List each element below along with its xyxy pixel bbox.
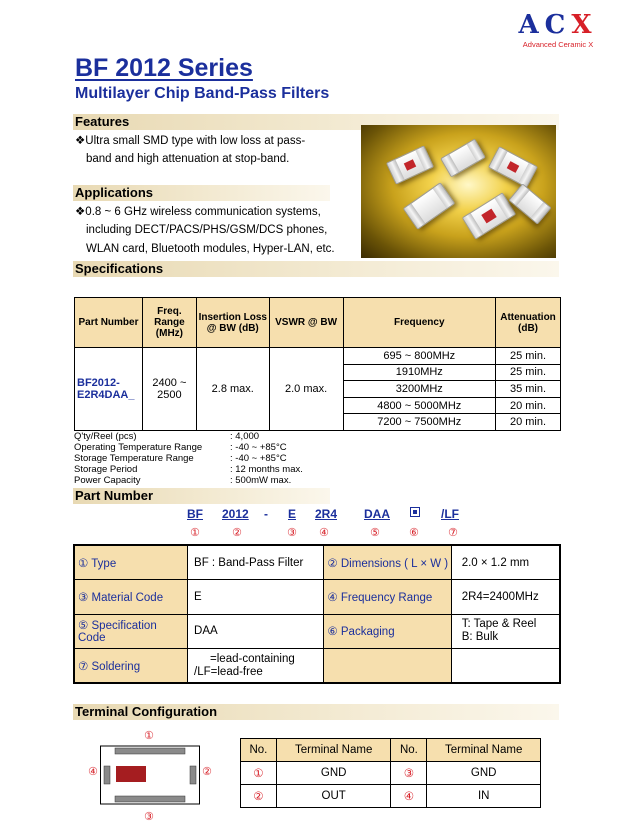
extra-spec-value: : 4,000 (230, 431, 260, 442)
attenuation-frequency: 3200MHz (343, 381, 496, 398)
product-photo (361, 125, 556, 258)
attenuation-value: 20 min. (496, 414, 561, 431)
spec-part-number: BF2012-E2R4DAA_ (75, 348, 143, 431)
header-vswr: VSWR @ BW (269, 298, 343, 348)
chip-image (508, 183, 551, 224)
specifications-table (74, 297, 561, 431)
pn-circle-5: ⑤ (370, 527, 380, 539)
code-value-material: E (188, 580, 324, 615)
spec-insertion-loss: 2.8 max. (196, 348, 269, 431)
pn-segment-soldering: /LF (441, 507, 459, 521)
code-label-dimensions: ② Dimensions ( L × W ) (324, 545, 451, 580)
extra-spec-key: Operating Temperature Range (74, 442, 203, 453)
spec-freq-range: 2400 ~ 2500 (142, 348, 196, 431)
attenuation-frequency: 695 ~ 800MHz (343, 348, 496, 365)
extra-spec-key: Q'ty/Reel (pcs) (74, 431, 137, 442)
code-empty-cell (324, 649, 451, 684)
part-number-codes-table (73, 544, 561, 684)
code-value-spec-code: DAA (188, 614, 324, 649)
chip-image (488, 146, 538, 188)
attenuation-value: 35 min. (496, 381, 561, 398)
code-value-soldering (188, 649, 324, 684)
logo-x: X (571, 10, 598, 40)
applications-heading: Applications (75, 185, 154, 200)
code-empty-cell (451, 649, 560, 684)
terminal-name: OUT (276, 785, 391, 808)
header-attenuation: Attenuation (dB) (496, 298, 561, 348)
terminal-header-name: Terminal Name (427, 739, 541, 762)
terminal-header-no: No. (391, 739, 427, 762)
code-label-material: ③ Material Code (74, 580, 188, 615)
specifications-heading: Specifications (75, 261, 164, 276)
terminal-no: ① (241, 762, 277, 785)
terminal-name: IN (427, 785, 541, 808)
attenuation-frequency: 4800 ~ 5000MHz (343, 397, 496, 414)
pn-circle-7: ⑦ (448, 527, 458, 539)
extra-specs (74, 431, 303, 486)
extra-spec-value: : -40 ~ +85°C (230, 453, 287, 464)
header-frequency: Frequency (343, 298, 496, 348)
company-logo (508, 10, 608, 52)
packaging-option-bulk: B: Bulk (461, 631, 499, 644)
header-freq-range: Freq. Range (MHz) (142, 298, 196, 348)
features-line-2: band and high attenuation at stop-band. (86, 153, 290, 165)
extra-spec-value: : -40 ~ +85°C (230, 442, 287, 453)
terminal-label-bottom: ③ (144, 811, 154, 823)
features-heading: Features (75, 114, 130, 129)
chip-image (440, 138, 486, 177)
applications-line-2: including DECT/PACS/PHS/GSM/DCS phones, (86, 224, 328, 236)
terminal-no: ③ (391, 762, 427, 785)
code-label-spec-code: ⑤ Specification Code (74, 614, 188, 649)
attenuation-value: 20 min. (496, 397, 561, 414)
terminal-header-no: No. (241, 739, 277, 762)
pn-segment-spec-code: DAA (364, 507, 390, 521)
features-line-1: ❖Ultra small SMD type with low loss at pass- (75, 135, 306, 147)
terminal-label-top: ① (144, 730, 154, 742)
code-value-frequency-range: 2R4=2400MHz (451, 580, 560, 615)
pn-segment-packaging-box (410, 507, 420, 517)
chip-image (386, 145, 434, 185)
pn-segment-frequency: 2R4 (315, 507, 338, 521)
pn-circle-4: ④ (319, 527, 329, 539)
attenuation-frequency: 1910MHz (343, 364, 496, 381)
attenuation-value: 25 min. (496, 364, 561, 381)
pn-segment-dash: - (264, 507, 268, 521)
applications-heading-bar (73, 185, 330, 201)
pn-segment-type: BF (187, 507, 203, 521)
logo-text: AC (518, 10, 572, 40)
chip-image (403, 182, 456, 230)
code-value-dimensions: 2.0 × 1.2 mm (451, 545, 560, 580)
header-insertion-loss: Insertion Loss @ BW (dB) (196, 298, 269, 348)
soldering-option-lead-free: /LF=lead-free (194, 665, 263, 678)
code-label-frequency-range: ④ Frequency Range (324, 580, 451, 615)
attenuation-value: 25 min. (496, 348, 561, 365)
terminal-heading-bar (73, 704, 559, 720)
terminal-label-left: ④ (88, 766, 98, 778)
terminal-no: ④ (391, 785, 427, 808)
terminal-label-right: ② (202, 766, 212, 778)
applications-line-1: ❖0.8 ~ 6 GHz wireless communication systems, (75, 206, 321, 218)
chip-outline (100, 742, 200, 808)
code-value-packaging (451, 614, 560, 649)
extra-spec-value: : 500mW max. (230, 475, 292, 486)
pn-circle-3: ③ (287, 527, 297, 539)
code-label-packaging: ⑥ Packaging (324, 614, 451, 649)
applications-line-3: WLAN card, Bluetooth modules, Hyper-LAN, etc. (86, 243, 335, 255)
extra-spec-key: Storage Temperature Range (74, 453, 194, 464)
extra-spec-key: Power Capacity (74, 475, 141, 486)
part-number-heading: Part Number (75, 488, 154, 503)
pn-circle-6: ⑥ (409, 527, 419, 539)
specifications-heading-bar (73, 261, 559, 277)
extra-spec-value: : 12 months max. (230, 464, 303, 475)
pn-circle-1: ① (190, 527, 200, 539)
pn-circle-2: ② (232, 527, 242, 539)
pn-segment-material: E (288, 507, 297, 521)
terminal-no: ② (241, 785, 277, 808)
terminal-name: GND (276, 762, 391, 785)
code-value-type: BF : Band-Pass Filter (188, 545, 324, 580)
logo-tagline: Advanced Ceramic X (522, 40, 594, 49)
spec-vswr: 2.0 max. (269, 348, 343, 431)
code-label-type: ① Type (74, 545, 188, 580)
pn-segment-dimensions: 2012 (222, 507, 249, 521)
packaging-option-tape: T: Tape & Reel (461, 618, 537, 631)
code-label-soldering: ⑦ Soldering (74, 649, 188, 684)
header-part-number: Part Number (75, 298, 143, 348)
terminal-table (240, 738, 541, 808)
part-number-heading-bar (73, 488, 330, 504)
soldering-option-lead: =lead-containing (210, 652, 295, 665)
attenuation-frequency: 7200 ~ 7500MHz (343, 414, 496, 431)
terminal-header-name: Terminal Name (276, 739, 391, 762)
page-title: BF 2012 Series (75, 54, 253, 82)
terminal-heading: Terminal Configuration (75, 704, 218, 719)
terminal-diagram (84, 729, 214, 824)
extra-spec-key: Storage Period (74, 464, 138, 475)
terminal-name: GND (427, 762, 541, 785)
page-subtitle: Multilayer Chip Band-Pass Filters (75, 85, 330, 102)
